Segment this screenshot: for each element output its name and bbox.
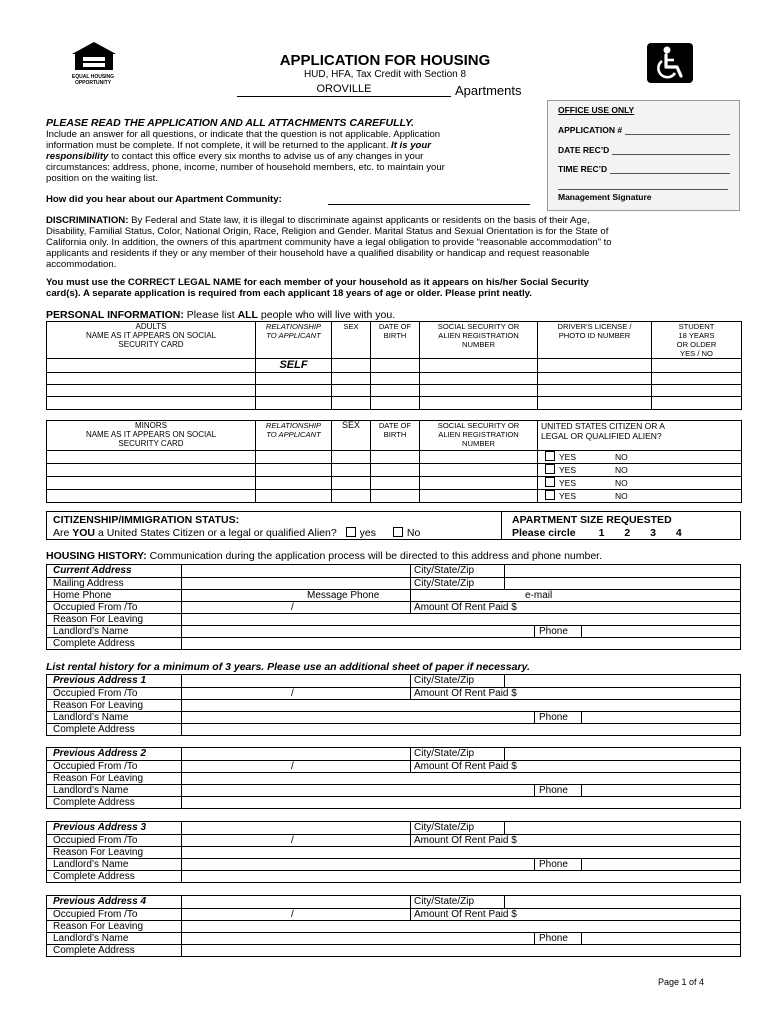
minor-yes-label: YES — [559, 465, 577, 475]
time-received-label: TIME REC’D — [558, 164, 608, 174]
message-phone-label: Message Phone — [307, 590, 380, 601]
minor-yes-checkbox[interactable] — [545, 451, 555, 461]
property-suffix: Apartments — [455, 83, 522, 98]
minor-no-label: NO — [615, 478, 628, 488]
minor-yes-checkbox[interactable] — [545, 464, 555, 474]
application-number-field[interactable] — [558, 125, 730, 135]
minor-no-label: NO — [615, 465, 628, 475]
management-signature-label: Management Signature — [558, 192, 652, 202]
occupied-label: Occupied From /To — [53, 602, 138, 613]
adults-student-header: STUDENT 18 YEARS OR OLDER YES / NO — [652, 322, 742, 359]
management-signature-line[interactable] — [558, 189, 728, 190]
minor-yes-label: YES — [559, 452, 577, 462]
office-use-box — [547, 100, 740, 211]
size-option-1[interactable]: 1 — [598, 527, 605, 539]
adults-name-header: ADULTS NAME AS IT APPEARS ON SOCIAL SECURITY CARD — [47, 322, 256, 359]
previous-address-3-block: Previous Address 3 City/State/Zip Occupied From /To / Amount Of Rent Paid $ Reason For Leaving Landlord’s Name Phone Complete Address — [46, 821, 741, 883]
minors-dob-header: DATE OF BIRTH — [371, 421, 420, 451]
how-heard-field[interactable] — [328, 204, 530, 205]
adult-row[interactable] — [47, 359, 742, 373]
how-heard-label: How did you hear about our Apartment Community: — [46, 194, 282, 205]
minors-relationship-header: RELATIONSHIP TO APPLICANT — [256, 421, 332, 451]
rental-history-note: List rental history for a minimum of 3 years. Please use an additional sheet of paper if necessary. — [46, 661, 530, 673]
page-title: APPLICATION FOR HOUSING — [279, 52, 491, 69]
self-label: SELF — [256, 359, 332, 373]
minor-yes-label: YES — [559, 478, 577, 488]
minors-name-header: MINORS NAME AS IT APPEARS ON SOCIAL SECURITY CARD — [47, 421, 256, 451]
minors-ssn-header: SOCIAL SECURITY OR ALIEN REGISTRATION NUMBER — [420, 421, 538, 451]
complete-address-label: Complete Address — [53, 638, 135, 649]
minor-row[interactable] — [47, 490, 742, 503]
reason-label: Reason For Leaving — [53, 614, 144, 625]
adult-row[interactable] — [47, 397, 742, 410]
minors-table — [46, 420, 742, 503]
size-option-3[interactable]: 3 — [650, 527, 656, 539]
minor-row[interactable] — [47, 477, 742, 490]
adults-license-header: DRIVER'S LICENSE / PHOTO ID NUMBER — [538, 322, 652, 359]
housing-history-heading: HOUSING HISTORY: Communication during the application process will be directed to this address and phone number. — [46, 550, 603, 562]
time-received-field[interactable] — [558, 164, 730, 174]
minor-no-label: NO — [615, 452, 628, 462]
read-carefully-heading: PLEASE READ THE APPLICATION AND ALL ATTACHMENTS CAREFULLY. — [46, 117, 415, 129]
citizenship-question: Are YOU a United States Citizen or a legal or qualified Alien? yes No — [53, 527, 421, 539]
legal-name-notice: You must use the CORRECT LEGAL NAME for each member of your household as it appears on his/her Social Security card(s). A separate application is required from each applicant 18 years of age or older. Please print neatly. — [46, 277, 589, 299]
home-phone-label: Home Phone — [53, 590, 112, 601]
minor-yes-label: YES — [559, 491, 577, 501]
citizen-no-label: No — [406, 527, 421, 539]
mailing-address-label: Mailing Address — [53, 578, 124, 589]
application-number-label: APPLICATION # — [558, 125, 623, 135]
previous-address-1-block: Previous Address 1 City/State/Zip Occupied From /To / Amount Of Rent Paid $ Reason For Leaving Landlord’s Name Phone Complete Address — [46, 674, 741, 736]
previous-address-2-block: Previous Address 2 City/State/Zip Occupied From /To / Amount Of Rent Paid $ Reason For Leaving Landlord’s Name Phone Complete Address — [46, 747, 741, 809]
equal-housing-logo-text: EQUAL HOUSING OPPORTUNITY — [71, 74, 115, 86]
adult-row[interactable] — [47, 385, 742, 397]
minor-row[interactable] — [47, 451, 742, 464]
minors-sex-header: SEX — [332, 421, 371, 451]
citizen-yes-checkbox[interactable] — [346, 527, 356, 537]
adults-table — [46, 321, 742, 410]
minors-citizen-header: UNITED STATES CITIZEN OR A LEGAL OR QUALIFIED ALIEN? — [538, 421, 742, 451]
office-use-title: OFFICE USE ONLY — [558, 105, 635, 115]
adults-ssn-header: SOCIAL SECURITY OR ALIEN REGISTRATION NUMBER — [420, 322, 538, 359]
wheelchair-icon — [647, 43, 693, 83]
adults-sex-header: SEX — [332, 322, 371, 359]
city-label: City/State/Zip — [414, 565, 475, 576]
minor-row[interactable] — [47, 464, 742, 477]
citizen-no-checkbox[interactable] — [393, 527, 403, 537]
minor-no-label: NO — [615, 491, 628, 501]
city-label: City/State/Zip — [414, 578, 475, 589]
personal-info-heading: PERSONAL INFORMATION: Please list ALL people who will live with you. — [46, 309, 396, 321]
current-address-block: Current Address City/State/Zip Mailing Address City/State/Zip Home Phone Message Phone e-mail Occupied From /To / Amount Of Rent Paid $ Reason For Leaving Landlord’s Name Phone Complete Address — [46, 564, 741, 650]
minor-yes-checkbox[interactable] — [545, 477, 555, 487]
date-received-field[interactable] — [558, 145, 730, 155]
previous-address-label: Previous Address 3 — [53, 822, 147, 833]
size-option-2[interactable]: 2 — [624, 527, 631, 539]
page-number: Page 1 of 4 — [658, 977, 705, 987]
phone-label: Phone — [539, 626, 568, 637]
citizenship-box — [46, 511, 741, 540]
rent-label: Amount Of Rent Paid $ — [414, 602, 517, 613]
apartment-size-title: APARTMENT SIZE REQUESTED — [512, 514, 672, 526]
landlord-label: Landlord’s Name — [53, 626, 129, 637]
previous-address-label: Previous Address 1 — [53, 675, 147, 686]
previous-address-4-block: Previous Address 4 City/State/Zip Occupied From /To / Amount Of Rent Paid $ Reason For Leaving Landlord’s Name Phone Complete Address — [46, 895, 741, 957]
minor-yes-checkbox[interactable] — [545, 490, 555, 500]
citizen-yes-label: yes — [359, 527, 376, 539]
citizenship-title: CITIZENSHIP/IMMIGRATION STATUS: — [53, 514, 240, 526]
page-subtitle: HUD, HFA, Tax Credit with Section 8 — [303, 69, 467, 80]
discrimination-paragraph: DISCRIMINATION: By Federal and State law, it is illegal to discriminate against applicants or residents on the basis of their Age, Disability, Familial Status, Color, National Origin, Race, Religion and Gender. Marital Status and Sexual Orientation is for the State of California only. In addition, the owners of this apartment community have a legal obligation to provide “reasonable accommodation” to applicants and residents if they or any member of their household have a qualified disability or handicap and request reasonable accommodation. — [46, 215, 612, 270]
apartment-size-options: Please circle 1 2 3 4 — [512, 527, 682, 539]
size-option-4[interactable]: 4 — [675, 527, 682, 539]
property-name-field[interactable]: OROVILLE — [237, 83, 451, 97]
previous-address-label: Previous Address 4 — [53, 896, 147, 907]
email-label: e-mail — [525, 590, 553, 601]
date-received-label: DATE REC’D — [558, 145, 610, 155]
current-address-label: Current Address — [53, 565, 132, 576]
previous-address-label: Previous Address 2 — [53, 748, 147, 759]
adults-relationship-header: RELATIONSHIP TO APPLICANT — [256, 322, 332, 359]
adult-row[interactable] — [47, 373, 742, 385]
adults-dob-header: DATE OF BIRTH — [371, 322, 420, 359]
intro-paragraph: Include an answer for all questions, or indicate that the question is not applicable. Application information must be complete. If not complete, it will be returned to the applicant. It is your responsibility to contact this office every six months to advise us of any changes in your circumstances: address, phone, income, number of household members, etc. to maintain your position on the waiting list. — [46, 129, 445, 184]
